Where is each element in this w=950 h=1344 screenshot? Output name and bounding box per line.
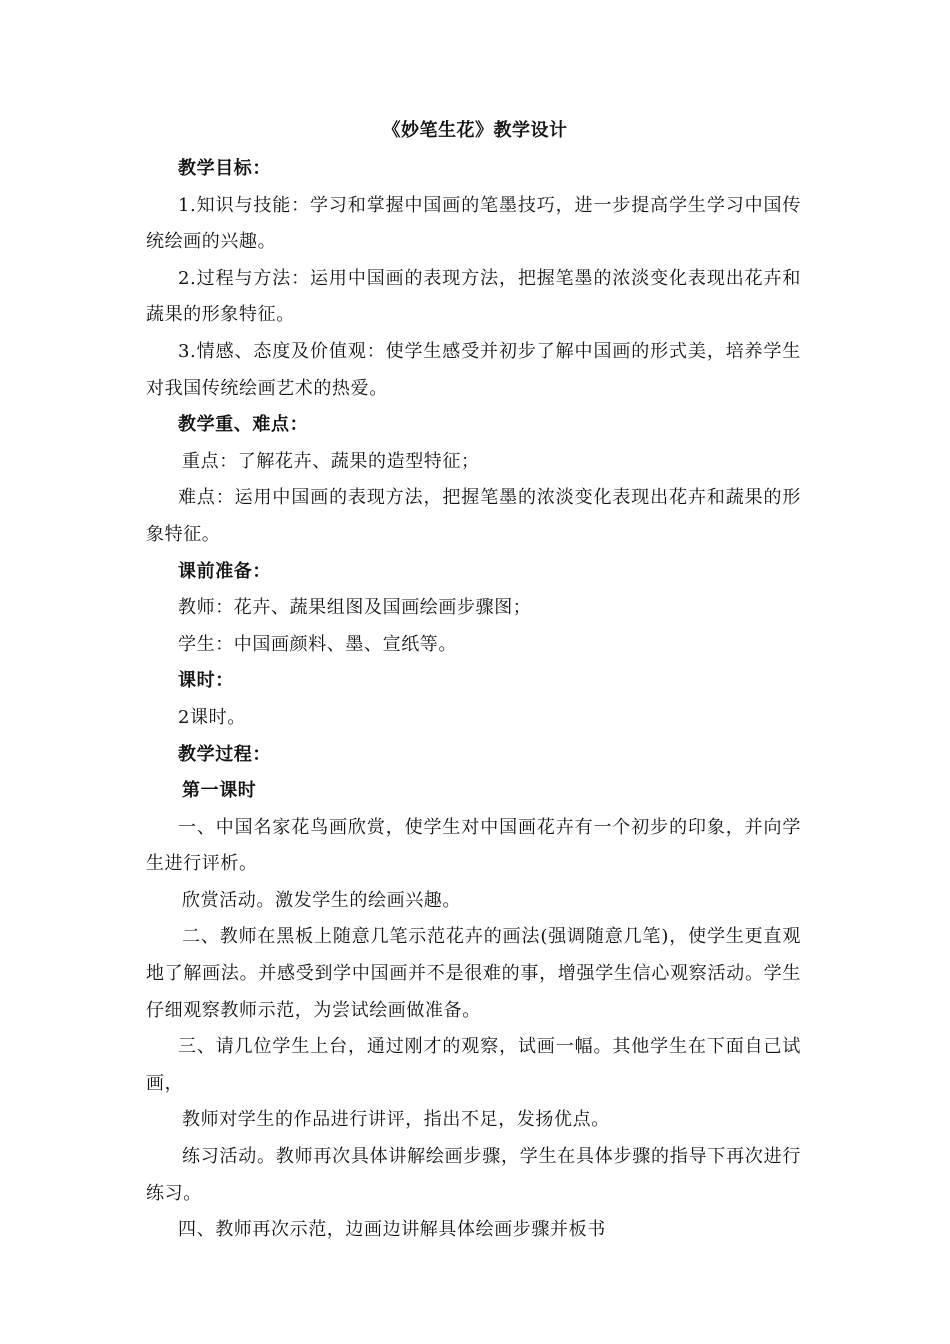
hours-value: 2课时。	[178, 706, 246, 728]
difficult-point: 难点：运用中国画的表现方法，把握笔墨的浓淡变化表现出花卉和蔬果的形象特征。	[146, 487, 801, 545]
process-step-one: 一、中国名家花鸟画欣赏，使学生对中国画花卉有一个初步的印象，并向学生进行评析。	[146, 816, 801, 875]
process-practice: 练习活动。教师再次具体讲解绘画步骤，学生在具体步骤的指导下再次进行练习。	[146, 1146, 801, 1204]
hours-heading: 课时：	[178, 670, 234, 692]
process-teacher-review: 教师对学生的作品进行讲评，指出不足，发扬优点。	[182, 1109, 610, 1131]
process-step-four: 四、教师再次示范，边画边讲解具体绘画步骤并板书	[178, 1219, 606, 1241]
process-step-two: 二、教师在黑板上随意几笔示范花卉的画法(强调随意几笔)，使学生更直观地了解画法。并感受到学中国画并不是很难的事，增强学生信心观察活动。学生仔细观察教师示范，为尝试绘画做准备。	[146, 926, 801, 1021]
process-heading: 教学过程：	[178, 743, 271, 765]
student-preparation: 学生：中国画颜料、墨、宣纸等。	[178, 633, 457, 655]
key-point: 重点：了解花卉、蔬果的造型特征；	[182, 450, 480, 472]
document-title: 《妙笔生花》教学设计	[382, 120, 568, 141]
teacher-preparation: 教师：花卉、蔬果组图及国画绘画步骤图；	[178, 597, 532, 619]
key-points-heading: 教学重、难点：	[178, 414, 309, 436]
process-appreciation: 欣赏活动。激发学生的绘画兴趣。	[182, 889, 461, 911]
objective-emotion: 3.情感、态度及价值观：使学生感受并初步了解中国画的形式美，培养学生对我国传统绘画艺术的热爱。	[146, 340, 801, 399]
lesson-one-heading: 第一课时	[182, 780, 257, 802]
process-step-three: 三、请几位学生上台，通过刚才的观察，试画一幅。其他学生在下面自己试画，	[146, 1036, 801, 1094]
objective-process: 2.过程与方法：运用中国画的表现方法，把握笔墨的浓淡变化表现出花卉和蔬果的形象特征。	[146, 267, 801, 326]
objectives-heading: 教学目标：	[178, 158, 271, 179]
objective-knowledge: 1.知识与技能：学习和掌握中国画的笔墨技巧，进一步提高学生学习中国传统绘画的兴趣。	[146, 194, 801, 253]
document-body	[146, 151, 801, 1249]
preparation-heading: 课前准备：	[178, 560, 271, 582]
